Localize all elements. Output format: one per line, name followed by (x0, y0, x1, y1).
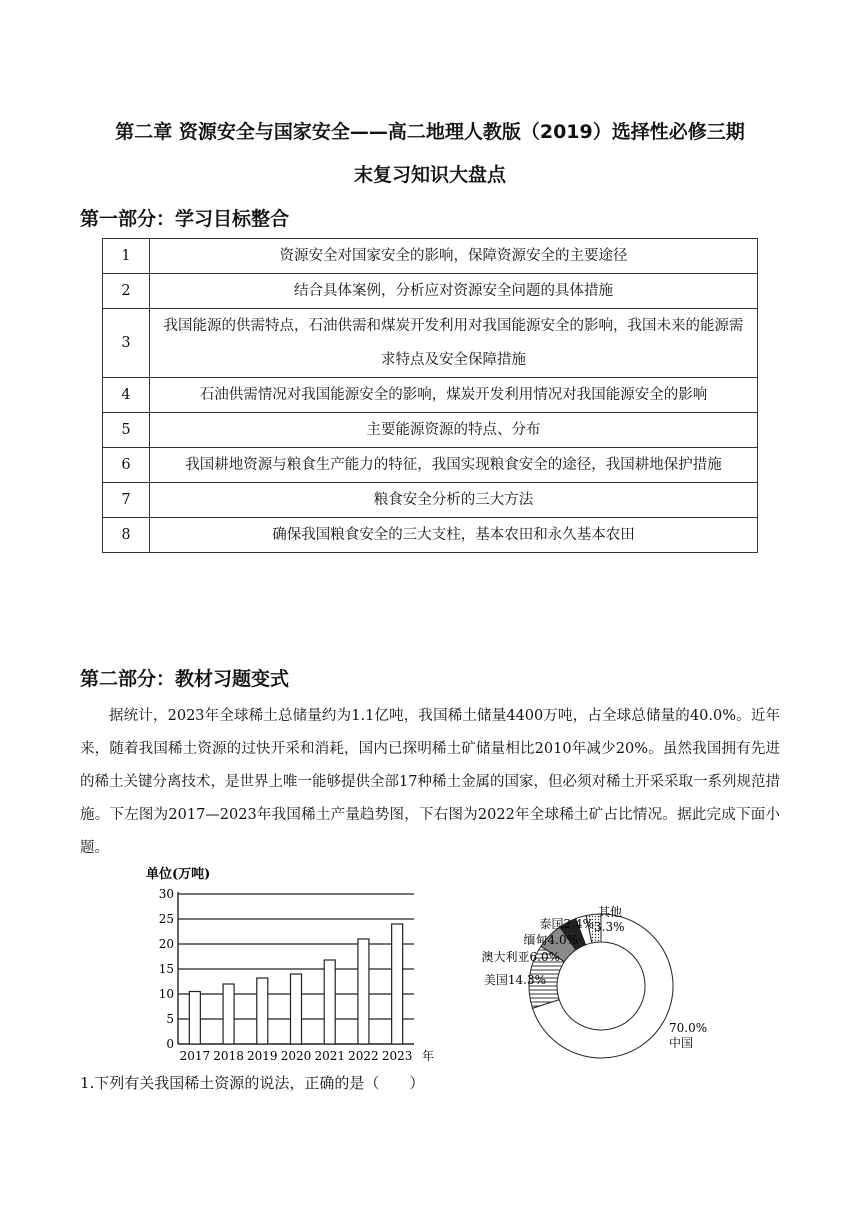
y-tick-label: 15 (158, 962, 174, 976)
section2-heading: 第二部分：教材习题变式 (80, 668, 290, 690)
goal-text: 确保我国粮食安全的三大支柱，基本农田和永久基本农田 (150, 518, 758, 553)
slice-label (484, 973, 546, 987)
y-tick-label: 10 (158, 987, 174, 1001)
goal-row (103, 483, 758, 518)
x-tick-label: 2018 (213, 1049, 244, 1063)
bar-2019 (257, 978, 268, 1044)
goal-number: 4 (103, 378, 150, 413)
y-tick-label: 0 (166, 1037, 174, 1051)
slice-label (523, 932, 578, 947)
question-stem-paragraph: 据统计，2023年全球稀土总储量约为1.1亿吨，我国稀土储量4400万吨，占全球总储量的40.0%。近年来，随着我国稀土资源的过快开采和消耗，国内已探明稀土矿储量相比2010年减少20%。虽然我国拥有先进的稀土关键分离技术，是世界上唯一能够提供全部17种稀土金属的国家，但必须对稀土开采采取一系列规范措施。下左图为2017—2023年我国稀土产量趋势图，下右图为2022年全球稀土矿占比情况。据此完成下面小题。 (80, 708, 780, 856)
x-tick-label: 2022 (348, 1049, 379, 1063)
goal-row (103, 239, 758, 274)
slice-label-name: 澳大利亚 (481, 950, 530, 964)
bar-2022 (358, 939, 369, 1044)
goal-number: 2 (103, 274, 150, 309)
share-donut-chart (481, 904, 707, 1058)
goal-number: 8 (103, 518, 150, 553)
x-tick-label: 2023 (381, 1049, 413, 1063)
y-tick-label: 25 (158, 912, 174, 926)
slice-label-name: 缅甸 (523, 933, 548, 947)
goal-number: 3 (103, 309, 150, 378)
x-tick-label: 2019 (247, 1049, 278, 1063)
goal-row (103, 413, 758, 448)
x-tick-label: 2017 (179, 1049, 211, 1063)
charts-figure (126, 864, 716, 1068)
slice-value: 3.3% (594, 920, 625, 934)
y-tick-label: 30 (158, 887, 174, 901)
slice-value: 70.0% (669, 1021, 708, 1035)
bar-2023 (392, 924, 403, 1044)
x-tick-label: 2020 (280, 1049, 312, 1063)
x-axis-unit: 年 (422, 1049, 435, 1063)
goal-row (103, 378, 758, 413)
goal-text: 我国能源的供需特点，石油供需和煤炭开发利用对我国能源安全的影响，我国未来的能源需求特点及安全保障措施 (150, 309, 758, 378)
bar-2021 (324, 960, 335, 1044)
goal-text: 我国耕地资源与粮食生产能力的特征，我国实现粮食安全的途径，我国耕地保护措施 (150, 448, 758, 483)
goal-text: 石油供需情况对我国能源安全的影响，煤炭开发利用情况对我国能源安全的影响 (150, 378, 758, 413)
slice-label-value: 6.0% (529, 950, 560, 964)
goal-row (103, 309, 758, 378)
goal-number: 6 (103, 448, 150, 483)
document-title-line2: 末复习知识大盘点 (353, 164, 506, 186)
slice-label-value: 2.4% (563, 917, 594, 931)
bar-2020 (291, 974, 302, 1044)
slice-label: 其他 (598, 905, 623, 919)
figures-area (126, 864, 716, 1072)
y-tick-label: 20 (158, 937, 174, 951)
document-title-line1: 第二章 资源安全与国家安全——高二地理人教版（2019）选择性必修三期 (115, 121, 745, 143)
goal-text: 结合具体案例，分析应对资源安全问题的具体措施 (150, 274, 758, 309)
slice-label-name: 美国 (483, 973, 508, 987)
goal-number: 7 (103, 483, 150, 518)
x-tick-label: 2021 (314, 1049, 345, 1063)
goal-number: 5 (103, 413, 150, 448)
goal-text: 主要能源资源的特点、分布 (150, 413, 758, 448)
goal-row (103, 518, 758, 553)
section1-heading: 第一部分：学习目标整合 (80, 208, 290, 230)
y-axis-title: 单位(万吨) (146, 867, 211, 882)
slice-label (539, 917, 594, 931)
slice-label-value: 4.0% (547, 933, 578, 947)
slice-label-name: 泰国 (539, 917, 564, 931)
slice-label-value: 14.3% (507, 973, 546, 987)
goal-number: 1 (103, 239, 150, 274)
question-1: 1.下列有关我国稀土资源的说法，正确的是（ ） (80, 1074, 425, 1092)
slice-label: 中国 (669, 1036, 694, 1050)
goal-text: 资源安全对国家安全的影响，保障资源安全的主要途径 (150, 239, 758, 274)
y-tick-label: 5 (166, 1012, 174, 1026)
goal-row (103, 448, 758, 483)
goal-text: 粮食安全分析的三大方法 (150, 483, 758, 518)
bar-2017 (189, 992, 200, 1045)
goal-row (103, 274, 758, 309)
production-bar-chart (146, 866, 434, 1063)
learning-goals-table (102, 238, 758, 553)
bar-2018 (223, 984, 234, 1044)
slice-label (481, 949, 560, 964)
